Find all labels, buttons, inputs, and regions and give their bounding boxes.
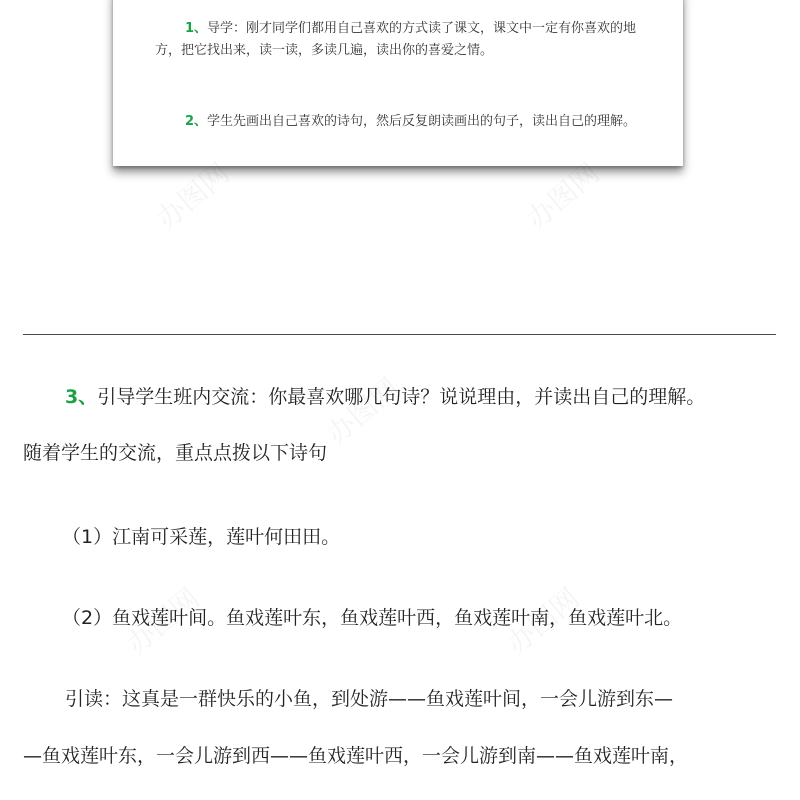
paragraph-text: 导学：刚才同学们都用自己喜欢的方式读了课文，课文中一定有你喜欢的地方，把它找出来，读一读，多读几遍，读出你的喜爱之情。 xyxy=(155,21,637,58)
poem-item-2: （2）鱼戏莲叶间。鱼戏莲叶东，鱼戏莲叶西，鱼戏莲叶南，鱼戏莲叶北。 xyxy=(62,607,683,629)
paragraph-number: 3、 xyxy=(65,386,98,408)
paragraph-text: 学生先画出自己喜欢的诗句，然后反复朗读画出的句子，读出自己的理解。 xyxy=(207,114,637,129)
paragraph-number: 2、 xyxy=(185,114,208,129)
paragraph-3-line-2: 随着学生的交流，重点点拨以下诗句 xyxy=(23,442,328,464)
paragraph-3-line-1 xyxy=(65,383,705,411)
poem-item-1: （1）江南可采莲，莲叶何田田。 xyxy=(62,526,341,548)
paragraph-number: 1、 xyxy=(185,21,208,36)
paragraph-text: 引导学生班内交流：你最喜欢哪几句诗？说说理由，并读出自己的理解。 xyxy=(97,386,706,408)
lead-reading-line-1: 引读：这真是一群快乐的小鱼，到处游——鱼戏莲叶间，一会儿游到东— xyxy=(65,688,674,710)
lead-reading-line-2: —鱼戏莲叶东，一会儿游到西——鱼戏莲叶西，一会儿游到南——鱼戏莲叶南， xyxy=(23,745,689,767)
card-paragraph-1 xyxy=(155,18,655,62)
card-paragraph-2 xyxy=(155,111,655,133)
divider xyxy=(23,334,776,335)
